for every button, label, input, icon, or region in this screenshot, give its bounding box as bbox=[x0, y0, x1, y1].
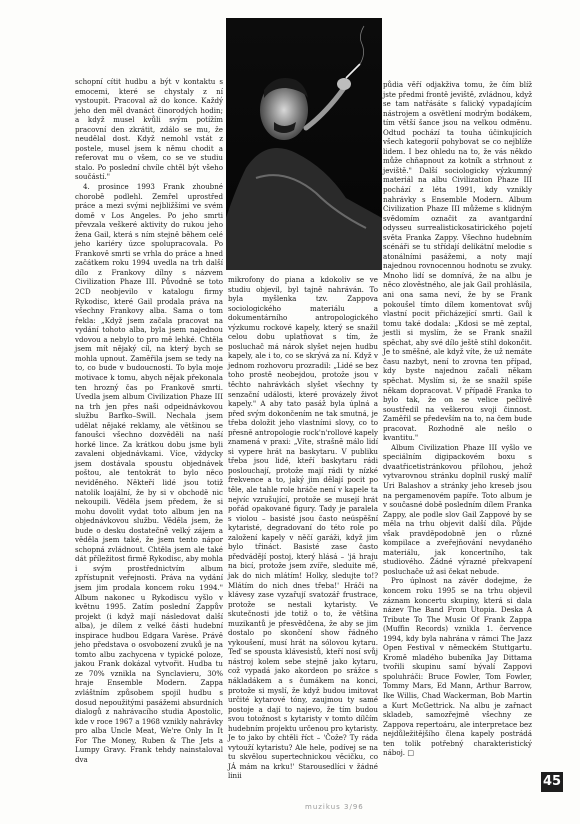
text-column-1 bbox=[75, 77, 223, 764]
photo-svg bbox=[226, 18, 382, 270]
paragraph: 4. prosince 1993 Frank zhoubné chorobě podlehl. Zemřel uprostřed práce a mezi svými nejbližšími ve svém domě v Los Angeles. Po jeho smrti převzala veškeré aktivity do rukou jeho žena Gail, která s ním stejně během celé jeho kariéry úzce spolupracovala. Po Frankově smrti se vrhla do práce a hned začátkem roku 1994 uvedla na trh další dílo z Frankovy dílny s názvem Civilization Phaze III. Původně se toto 2CD neobjevilo v katalogu firmy Rykodisc, které Gail prodala práva na všechny Frankovy alba. Sama o tom řekla: „Když jsem začala pracovat na vydání tohoto alba, byla jsem najednou vdovou a nebylo to pro mě lehké. Chtěla jsem mít nějaký cíl, na který bych se mohla upnout. Zaměřila jsem se tedy na to, co bude v budoucnosti. To byla moje motivace k tomu, abych nějak překonala ten hrozný čas po Frankově smrti. Uvedla jsem album Civilization Phaze III na trh jen přes naši odpeidnávkovou službu Barfko–Swill. Nechala jsem udělat nějaké reklamy, ale většinou se fanoušci všechno dozvěděli na naší horké lince. Za krátkou dobu jsme byli zavaleni objednávkami. Více, vždycky jsem dostávala spoustu objednávek poštou, ale tentokrát to bylo něco neviděného. Někteří lidé jsou totiž natolik loajální, že by si v obchodě nic nekoupili. Věděla jsem předem, že si mohu dovolit vydat toto album jen na objednávkovou službu. Věděla jsem, že bude o desku dostatečně velký zájem a věděla jsem také, že jsem tento nápor schopná zvládnout. Chtěla jsem ale také dát příležitost firmě Rykodisc, aby mohla i svým prostřednictvím album zpřístupnit veřejnosti. Práva na vydání jsem jim prodala koncem roku 1994." Album nakonec u Rykodiscu vyšlo v květnu 1995. Zatím poslední Zappův projekt (i když mají následovat další alba), je dílem z velké části hudební inspirace hudbou Edgara Varèse. Právě jeho představa o osvobození zvuků je na tomto albu zachycena v typické poloze, jakou Frank dokázal vytvořit. Hudba tu ze 70% vznikla na Synclavieru, 30% hraje Ensemble Modern. Zappa zvláštním způsobem spojil hudbu s dosud nepoužitými pasážemi absurdních dialogů z nahrávacího studia Apostolic, kde v roce 1967 a 1968 vznikly nahrávky pro alba Uncle Meat, We're Only In It For The Money, Ruben & The Jets a Lumpy Gravy. Frank tehdy nainstaloval dva bbox=[75, 182, 223, 764]
frank-zappa-photo bbox=[226, 18, 382, 270]
paragraph: mikrofony do piana a kdokoliv se ve studiu objevil, byl tajně nahráván. To byla myšlenka tzv. Zappova sociologického materiálu a dokumentárního antropologického výzkumu rockové kapely, který se snažil celou dobu uplatňovat s tím, že posluchač má nárok slyšet nejen hudbu kapely, ale i to, co se skrývá za ní. Když v jednom rozhovoru prozradil: „Lidé se bez toho prostě neobejdou, protože jsou v těchto nahrávkách slyšet všechny ty senzační události, které provázely život kapely." A aby tato pasáž byla úplná a před svým dokončením ne tak smutná, je třeba doložit jeho vlastními slovy, co to přesně antropologie rock'n'rollové kapely znamená v praxi: „Víte, strašně málo lidí si vypere hrát na baskytaru. V publiku třeba jsou lidé, kteří baskytaru rádi poslouchají, protože mají rádi ty nízké frekvence a to, jaký jim dělají pocit po těle, ale tahle role hráče není v kapele ta nejvíc vzrušující, protože se musejí hrát pořád opakované figury. Tady je paralela s violou – basisté jsou často neúspěšní kytaristé, degradovaní do této role po založení kapely v něčí garáži, když jim bylo třináct. Basisté zase často předvádějí postoj, který hlásá – 'já hraju na bicí, protože jsem zvíře, sleduite mě, jak do nich mlátím! Holky, sledujte to!? Mlátím do nich dnes třeba!' Hráči na klávesy zase vyzařují svatozář frustrace, protože se nestali kytaristy. Ve skutečnosti jde totiž o to, že většina muzikantů je přesvědčena, že aby se jim dostalo po skončení show řádného vykoušení, musí hrát na sólovou kytaru. Teď se spousta klávesistů, kteří nosí svůj nástroj kolem sebe stejně jako kytaru, což vypadá jako akordeon po srážce s nákladákem a s čumákem na konci, protože si myslí, že když budou imitovat určité kytarové tóny, zaujmou ty samé postoje a dají to najevo, že tím budou svou totožnost s kytaristy v tomto dílčím hudebním projektu určenou pro kytaristy. Je to jako by chtěli říct – 'Čože? Ty ráda vytouží kytaristu? Ale hele, podívej se na tu skvělou supertechnickou věcičku, co JÁ mám na krku!' Starousedlíci v žádné linii bbox=[228, 275, 378, 781]
page-number: 45 bbox=[541, 772, 563, 792]
magazine-footer: muzikus 3/96 bbox=[305, 803, 364, 811]
paragraph: Album Civilization Phaze III vyšlo ve speciálním digipackovém boxu s dvaatřicetistránkovou přílohou, jehož vytvarovnou stránku doplnil ruský malíř Uri Balashov a stránky jeho kreseb jsou na pergamenovém papíře. Toto album je v současné době posledním dílem Franka Zappy, ale podle slov Gail Zappové by se měla na trhu objevit další díla. Půjde však pravděpodobně jen o různé kompilace a zveřejňování nevydaného materiálu, jak koncertního, tak studiového. Žádné výrazné překvapení posluchače už asi čekat nebude. bbox=[383, 442, 532, 576]
paragraph: schopní cítit hudbu a být v kontaktu s emocemi, které se chystaly z ní vystoupit. Pracoval až do konce. Každý jeho den měl dvanáct činorodých hodin; a když musel kvůli svým potížím pracovní den zkrátit, zdálo se mu, že neudělal dost. Když nemohl vstát z postele, musel jsem k němu chodit a referovat mu o všem, co se ve studiu stalo. Po poslední chvíle chtěl být všeho součástí." bbox=[75, 77, 223, 182]
text-column-2 bbox=[228, 275, 378, 781]
paragraph: Pro úplnost na závěr dodejme, že koncem roku 1995 se na trhu objevil záznam koncertu skupiny, která si dala název The Band From Utopia. Deska A Tribute To The Music Of Frank Zappa (Muffin Records) vznikla 1. července 1994, kdy byla nahrána v rámci The Jazz Open Festival v německém Stuttgartu. Kromě mladého bubeníka Jay Dittama tvořili skupinu samí bývalí Zappovi spoluhráči: Bruce Fowler, Tom Fowler, Tommy Mars, Ed Mann, Arthur Barrow, Ike Willis, Chad Wackerman, Bob Martin a Kurt McGettrick. Na albu je zařnact skladeb, samozřejmě všechny ze Zappova repertoáru, ale interpretace bez nejdůležitějšího člena kapely postrádá ten tolik potřebný charakteristický náboj. □ bbox=[383, 576, 532, 758]
text-column-3 bbox=[383, 80, 532, 758]
paragraph: půdia věří odjakživa tomu, že čím blíž jste předmi frontě jeviště, zvládnou, když se tam natřásáte s falický vypadajícím nástrojem a osvětlení modrým bodákem, tím větší šance jsou na velkou odměnu. Odtud pochází ta touha účinkujících všech kategorií pohybovat se co nejblíže lidem. I bez ohledu na to, že vás někdo může chňapnout za kotník a strhnout z jeviště." Další sociologicky výzkumný materiál na albu Civilization Phaze III pochází z léta 1991, kdy vznikly nahrávky s Ensemble Modern. Album Civilization Phaze III můžeme s klidným svědomím označit za avantgardní odysseu surrealistickosatirického pojetí světa Franka Zappy. Všechno hudebním scénáři se tu střídají delikátní melodie s atonálními pasážemi, a noty mají najednou rovnocennou hodnotu se zvuky. Mnoho lidí se domnívá, že na albu je něco zlověstného, ale jak Gail prohlásila, ani ona sama neví, že by se Frank pokoušel tímto dílem komentovat svůj vlastní pocit přicházející smrti. Gail k tomu také dodala: „Kdosi se mě zeptal, jestli si myslím, že se Frank snažil spěchat, aby své dílo ještě stihl dokončit. Je to směšné, ale když víte, že už nemáte času nazbyt, není to zrovna ten případ, kdy byste najednou začali někam spěchat. Myslím si, že se snažil spíše někam dopracovat. V případě Franka to bylo tak, že on se velice pečlivě soustředil na veškerou svoji činnost. Zaměřil se především na to, na čem bude pracovat. Rozhodně ale nešlo o kvantitu." bbox=[383, 80, 532, 443]
